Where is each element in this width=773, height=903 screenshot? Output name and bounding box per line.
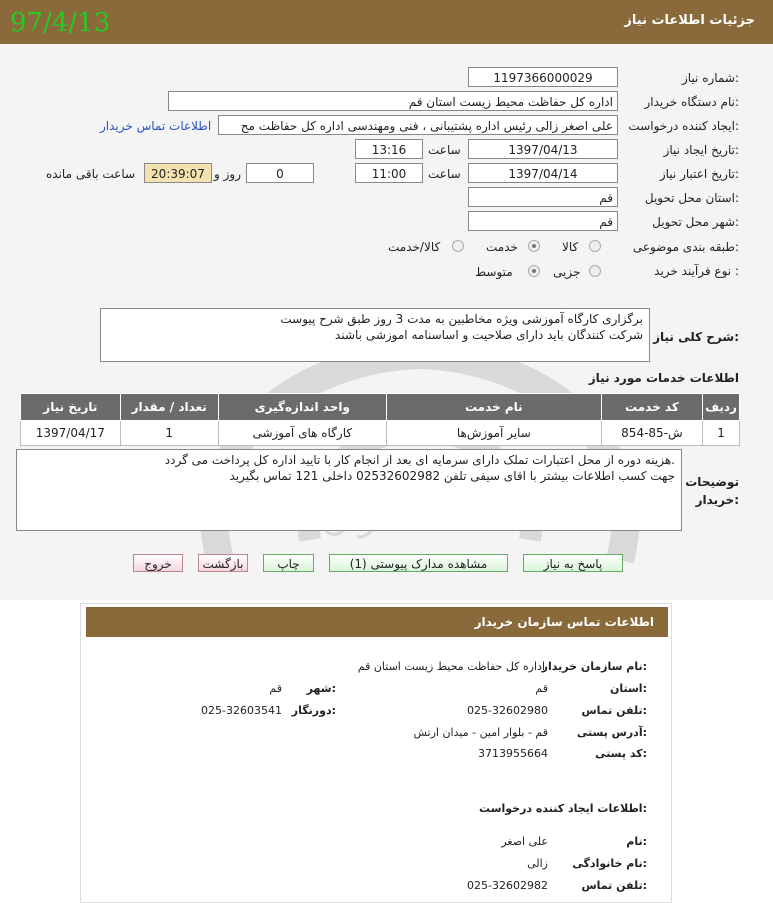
province-field: قم bbox=[468, 187, 618, 207]
contact-fax-label: دورنگار: bbox=[291, 704, 336, 717]
category-option-goods: کالا bbox=[562, 240, 579, 254]
back-button[interactable]: بازگشت bbox=[198, 554, 248, 572]
cell-quantity: 1 bbox=[120, 421, 218, 446]
province-label: استان محل تحویل: bbox=[644, 191, 739, 205]
contact-org-label: نام سازمان خریدار: bbox=[541, 660, 647, 673]
created-date-label: تاریخ ایجاد نیاز: bbox=[663, 143, 739, 157]
days-label: روز و bbox=[214, 167, 241, 181]
contact-postal-label: کد پستی: bbox=[595, 747, 647, 760]
remaining-label: ساعت باقی مانده bbox=[46, 167, 136, 181]
validity-date-label: تاریخ اعتبار نیاز: bbox=[659, 167, 739, 181]
th-row: ردیف bbox=[703, 394, 740, 421]
th-unit: واحد اندازه‌گیری bbox=[218, 394, 386, 421]
creator-phone-label: تلفن تماس: bbox=[581, 879, 647, 892]
process-label: نوع فرآیند خرید : bbox=[654, 264, 739, 278]
cell-need-date: 1397/04/17 bbox=[21, 421, 121, 446]
page-title: جزئیات اطلاعات نیاز bbox=[624, 13, 755, 28]
days-field: 0 bbox=[246, 163, 314, 183]
cell-unit: کارگاه های آموزشی bbox=[218, 421, 386, 446]
buyer-notes-label: توضیحات خریدار: bbox=[685, 475, 739, 507]
contact-address-value: قم - بلوار امین - میدان ارتش bbox=[413, 726, 548, 739]
buyer-org-field: اداره کل حفاظت محیط زیست استان قم bbox=[168, 91, 618, 111]
th-service-name: نام خدمت bbox=[386, 394, 601, 421]
creator-section-title: اطلاعات ایجاد کننده درخواست: bbox=[479, 802, 647, 815]
category-radio-goods-service[interactable] bbox=[452, 240, 464, 252]
contact-province-value: قم bbox=[535, 682, 548, 695]
need-number-field: 1197366000029 bbox=[468, 67, 618, 87]
th-quantity: تعداد / مقدار bbox=[120, 394, 218, 421]
process-option-medium: متوسط bbox=[475, 265, 513, 279]
creator-phone-value: 025-32602982 bbox=[467, 879, 548, 892]
created-time-label: ساعت bbox=[428, 143, 461, 157]
validity-time-field: 11:00 bbox=[355, 163, 423, 183]
process-radio-medium[interactable] bbox=[528, 265, 540, 277]
cell-service-code: ش-85-854 bbox=[601, 421, 702, 446]
remaining-time-field: 20:39:07 bbox=[144, 163, 212, 183]
buyer-notes-box bbox=[16, 449, 682, 531]
contact-address-label: آدرس پستی: bbox=[576, 726, 647, 739]
contact-card-header bbox=[86, 607, 668, 637]
description-line-1: برگزاری کارگاه آموزشی ویژه مخاطبین به مدت 3 روز طبق شرح پیوست bbox=[280, 312, 643, 326]
creator-name-label: نام: bbox=[626, 835, 647, 848]
contact-city-label: شهر: bbox=[306, 682, 336, 695]
validity-time-label: ساعت bbox=[428, 167, 461, 181]
category-label: طبقه بندی موضوعی: bbox=[632, 240, 739, 254]
category-radio-goods[interactable] bbox=[589, 240, 601, 252]
process-radio-minor[interactable] bbox=[589, 265, 601, 277]
th-service-code: کد خدمت bbox=[601, 394, 702, 421]
category-radio-service[interactable] bbox=[528, 240, 540, 252]
creator-name-value: علی اصغر bbox=[501, 835, 548, 848]
services-title: اطلاعات خدمات مورد نیاز bbox=[588, 371, 739, 385]
contact-city-value: قم bbox=[269, 682, 282, 695]
table-row bbox=[21, 421, 740, 446]
contact-fax-value: 025-32603541 bbox=[201, 704, 282, 717]
need-number-label: شماره نیاز: bbox=[681, 71, 739, 85]
creator-family-value: زالی bbox=[527, 857, 548, 870]
date-stamp: 97/4/13 bbox=[10, 8, 111, 38]
process-option-minor: جزیی bbox=[553, 265, 581, 279]
contact-phone-label: تلفن تماس: bbox=[581, 704, 647, 717]
category-option-service: خدمت bbox=[486, 240, 518, 254]
contact-phone-value: 025-32602980 bbox=[467, 704, 548, 717]
buyer-contact-link[interactable]: اطلاعات تماس خریدار bbox=[100, 119, 212, 133]
services-table-header bbox=[21, 394, 740, 421]
reply-button[interactable]: پاسخ به نیاز bbox=[523, 554, 623, 572]
print-button[interactable]: چاپ bbox=[263, 554, 314, 572]
description-line-2: شرکت کنندگان باید دارای صلاحیت و اساسنامه اموزشی باشند bbox=[335, 328, 643, 342]
created-date-field: 1397/04/13 bbox=[468, 139, 618, 159]
attachments-button[interactable]: مشاهده مدارک پیوستی (1) bbox=[329, 554, 508, 572]
contact-postal-value: 3713955664 bbox=[478, 747, 548, 760]
city-label: شهر محل تحویل: bbox=[652, 215, 739, 229]
services-table bbox=[20, 393, 740, 446]
buyer-notes-line-1: هزینه دوره از محل اعتبارات تملک دارای سرمایه ای بعد از انجام کار با تایید اداره کل پرداخت می گردد. bbox=[164, 453, 675, 467]
category-option-goods-service: کالا/خدمت bbox=[388, 240, 441, 254]
contact-org-value: اداره کل حفاظت محیط زیست استان قم bbox=[357, 660, 545, 673]
buyer-notes-line-2: جهت کسب اطلاعات بیشتر با اقای سیفی تلفن 02532602982 داخلی 121 تماس بگیرید bbox=[229, 469, 675, 483]
cell-service-name: سایر آموزش‌ها bbox=[386, 421, 601, 446]
created-time-field: 13:16 bbox=[355, 139, 423, 159]
buyer-org-label: نام دستگاه خریدار: bbox=[644, 95, 739, 109]
creator-family-label: نام خانوادگی: bbox=[572, 857, 647, 870]
th-need-date: تاریخ نیاز bbox=[21, 394, 121, 421]
contact-card-title: اطلاعات تماس سازمان خریدار bbox=[474, 615, 654, 629]
page-header bbox=[0, 0, 773, 44]
contact-province-label: استان: bbox=[609, 682, 647, 695]
creator-label: ایجاد کننده درخواست: bbox=[628, 119, 739, 133]
description-box bbox=[100, 308, 650, 362]
city-field: قم bbox=[468, 211, 618, 231]
description-label: شرح کلی نیاز: bbox=[653, 330, 739, 344]
creator-field: علی اصغر زالی رئیس اداره پشتیبانی ، فنی ومهندسی اداره کل حفاظت مح bbox=[218, 115, 618, 135]
cell-row: 1 bbox=[703, 421, 740, 446]
validity-date-field: 1397/04/14 bbox=[468, 163, 618, 183]
exit-button[interactable]: خروج bbox=[133, 554, 183, 572]
